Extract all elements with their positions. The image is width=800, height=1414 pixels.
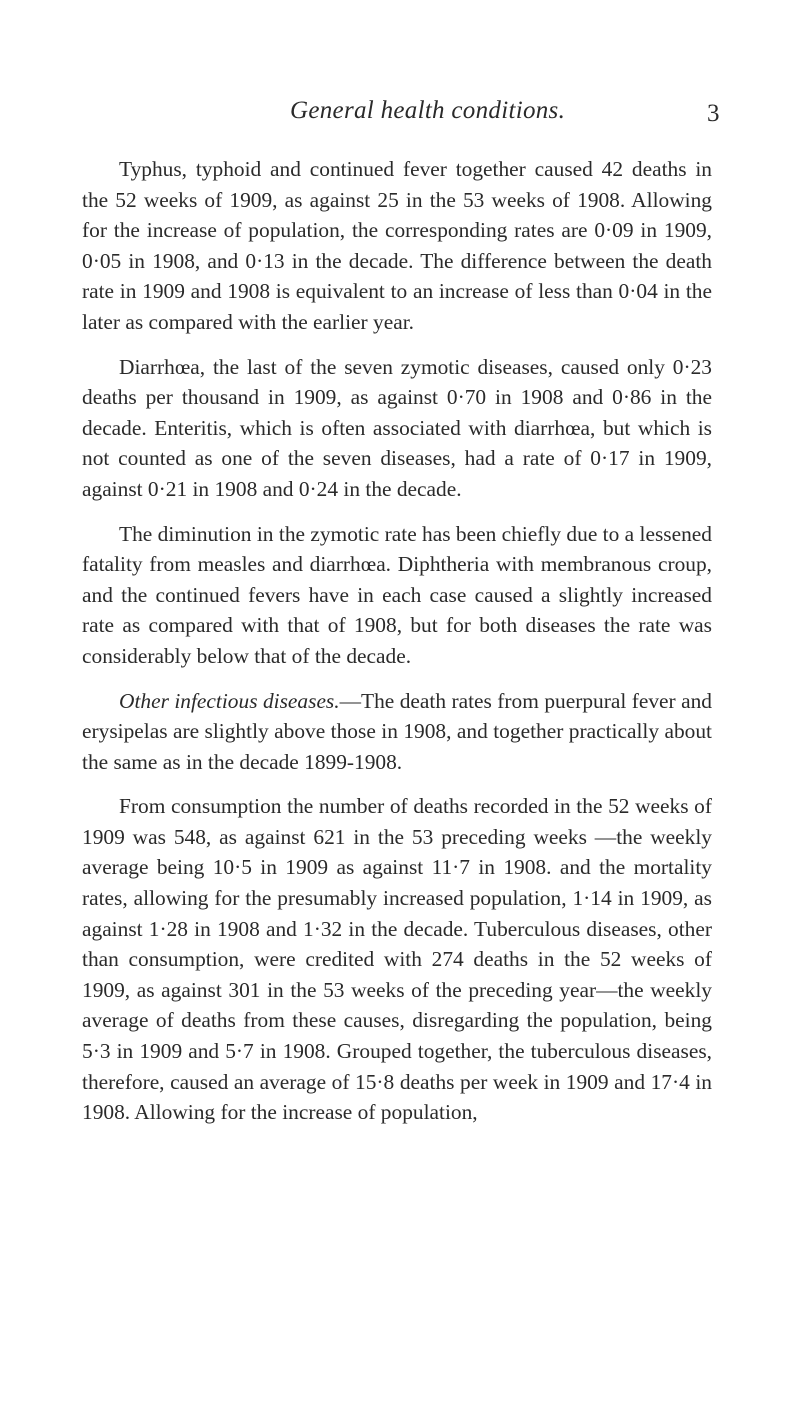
page-number: 3 [707, 100, 720, 127]
paragraph-consumption: From consumption the number of deaths recorded in the 52 weeks of 1909 was 548, as against 621 in the 53 preceding weeks —the weekly average being 10·5 in 1909 as against 11·7 in 1908. and the mortality rates, allowing for the presumably increased population, 1·14 in 1909, as against 1·28 in 1908 and 1·32 in the decade. Tuberculous diseases, other than consumption, were credited with 274 deaths in the 52 weeks of 1909, as against 301 in the 53 weeks of the preceding year—the weekly average of deaths from these causes, disregarding the population, being 5·3 in 1909 and 5·7 in 1908. Grouped together, the tuberculous diseases, therefore, caused an average of 15·8 deaths per week in 1909 and 17·4 in 1908. Allowing for the increase of population, [82, 794, 712, 1125]
body-text [82, 154, 712, 1128]
paragraph-typhus: Typhus, typhoid and continued fever together caused 42 deaths in the 52 weeks of 1909, as against 25 in the 53 weeks of 1908. Allowing for the increase of population, the corresponding rates are 0·09 in 1909, 0·05 in 1908, and 0·13 in the decade. The difference between the death rate in 1909 and 1908 is equivalent to an increase of less than 0·04 in the later as compared with the earlier year. [82, 157, 712, 334]
paragraph-other-infectious-text: —The death rates from puerpural fever and erysipelas are slightly above those in 1908, and together practically about the same as in the decade 1899-1908. [82, 688, 712, 774]
paragraph-diarrhoea: Diarrhœa, the last of the seven zymotic diseases, caused only 0·23 deaths per thousand in 1909, as against 0·70 in 1908 and 0·86 in the decade. Enteritis, which is often associated with diarrhœa, but which is not counted as one of the seven diseases, had a rate of 0·17 in 1909, against 0·21 in 1908 and 0·24 in the decade. [82, 354, 712, 501]
paragraph-zymotic-rate: The diminution in the zymotic rate has been chiefly due to a lessened fatality from measles and diarrhœa. Diphtheria with membranous croup, and the continued fevers have in each case caused a slightly increased rate as compared with that of 1908, but for both diseases the rate was considerably below that of the decade. [82, 521, 712, 668]
running-title: General health conditions. [290, 97, 566, 124]
paragraph-other-infectious [82, 686, 712, 778]
section-heading-other-infectious: Other infectious diseases. [119, 688, 340, 713]
running-head [0, 96, 800, 132]
